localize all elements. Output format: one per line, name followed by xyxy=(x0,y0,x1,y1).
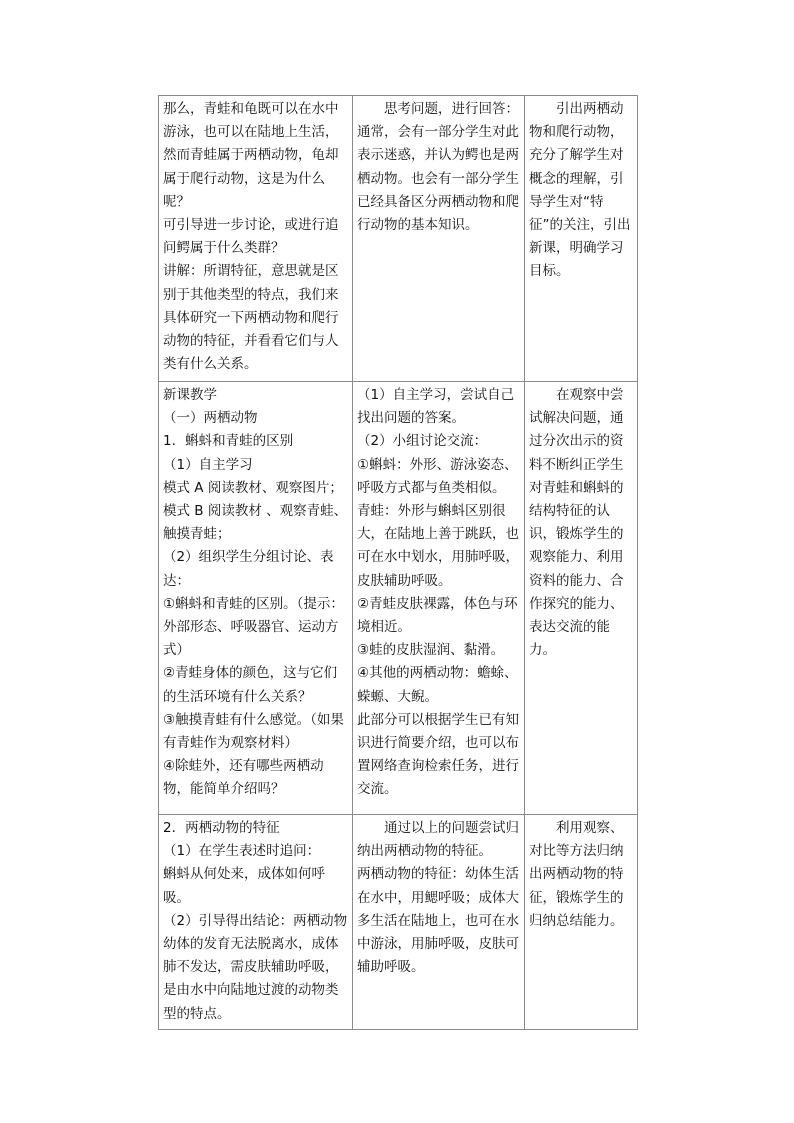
student-activity-cell xyxy=(353,815,525,1030)
paragraph: （1）自主学习，尝试自己找出问题的答案。 xyxy=(357,387,515,427)
paragraph: 青蛙：外形与蝌蚪区别很大，在陆地上善于跳跃，也可在水中划水，用肺呼吸，皮肤辅助呼吸。 xyxy=(357,503,519,589)
lesson-plan-table xyxy=(158,95,638,1030)
table-row xyxy=(159,815,638,1030)
teacher-activity-cell xyxy=(159,96,353,382)
paragraph: 通过以上的问题尝试归纳出两栖动物的特征。 xyxy=(357,820,519,860)
paragraph: （2）组织学生分组讨论、表达： xyxy=(163,549,334,589)
student-activity-cell xyxy=(353,382,525,815)
table-row xyxy=(159,382,638,815)
paragraph: 1．蝌蚪和青蛙的区别 xyxy=(163,433,294,450)
design-purpose-cell xyxy=(525,382,638,815)
paragraph: ②青蛙皮肤裸露，体色与环境相近。 xyxy=(357,595,518,636)
paragraph: ③触摸青蛙有什么感觉。（如果有青蛙作为观察材料） xyxy=(163,711,344,752)
paragraph: 思考问题，进行回答：通常，会有一部分学生对此表示迷惑，并认为鳄也是两栖动物。也会有一部分学生已经具备区分两栖动物和爬行动物的基本知识。 xyxy=(357,101,519,234)
paragraph: （1）在学生表述时追问： xyxy=(163,843,321,860)
paragraph: ③蛙的皮肤湿润、黏滑。 xyxy=(357,642,505,659)
paragraph: （2）引导得出结论：两栖动物幼体的发育无法脱离水，成体肺不发达，需皮肤辅助呼吸，是由水中向陆地过渡的动物类型的特点。 xyxy=(163,912,348,1022)
paragraph: 可引导进一步讨论，或进行追问鳄属于什么类群？ xyxy=(163,217,339,257)
paragraph: ①蝌蚪和青蛙的区别。（提示：外部形态、呼吸器官、运动方式） xyxy=(163,595,344,659)
paragraph: 两栖动物的特征：幼体生活在水中，用鳃呼吸；成体大多生活在陆地上，也可在水中游泳，用肺呼吸，皮肤可辅助呼吸。 xyxy=(357,866,519,976)
paragraph: 模式 B 阅读教材 、观察青蛙、触摸青蛙； xyxy=(163,503,348,543)
design-purpose-cell xyxy=(525,815,638,1030)
paragraph: ④其他的两栖动物：蟾蜍、蝾螈、大鲵。 xyxy=(357,665,518,705)
paragraph: 新课教学 xyxy=(163,387,217,403)
teacher-activity-cell xyxy=(159,382,353,815)
paragraph: ④除蛙外，还有哪些两栖动物，能简单介绍吗？ xyxy=(163,758,324,798)
paragraph: 讲解：所谓特征，意思就是区别于其他类型的特点，我们来具体研究一下两栖动物和爬行动物的特征，并看看它们与人类有什么关系。 xyxy=(163,263,339,373)
paragraph: 引出两栖动物和爬行动物，充分了解学生对概念的理解，引导学生对“特征”的关注，引出新课，明确学习目标。 xyxy=(529,101,631,280)
design-purpose-cell xyxy=(525,96,638,382)
paragraph: （1）自主学习 xyxy=(163,456,253,473)
paragraph: 在观察中尝试解决问题，通过分次出示的资料不断纠正学生对青蛙和蝌蚪的结构特征的认识，锻炼学生的观察能力、利用资料的能力、合作探究的能力、表达交流的能力。 xyxy=(529,387,624,659)
paragraph: 那么，青蛙和龟既可以在水中游泳，也可以在陆地上生活，然而青蛙属于两栖动物，龟却属于爬行动物，这是为什么呢？ xyxy=(163,101,339,210)
teacher-activity-cell xyxy=(159,815,353,1030)
table-row xyxy=(159,96,638,382)
paragraph: 利用观察、对比等方法归纳出两栖动物的特征，锻炼学生的归纳总结能力。 xyxy=(529,820,624,929)
paragraph: （一）两栖动物 xyxy=(163,410,258,427)
paragraph: 此部分可以根据学生已有知识进行简要介绍，也可以布置网络查询检索任务，进行交流。 xyxy=(357,711,519,798)
paragraph: 2．两栖动物的特征 xyxy=(163,820,280,836)
paragraph: （2）小组讨论交流： xyxy=(357,433,488,450)
paragraph: 蝌蚪从何处来，成体如何呼吸。 xyxy=(163,866,325,906)
paragraph: 模式 A 阅读教材、观察图片； xyxy=(163,479,343,496)
student-activity-cell xyxy=(353,96,525,382)
paragraph: ②青蛙身体的颜色，这与它们的生活环境有什么关系？ xyxy=(163,665,338,705)
paragraph: ①蝌蚪：外形、游泳姿态、呼吸方式都与鱼类相似。 xyxy=(357,456,518,496)
